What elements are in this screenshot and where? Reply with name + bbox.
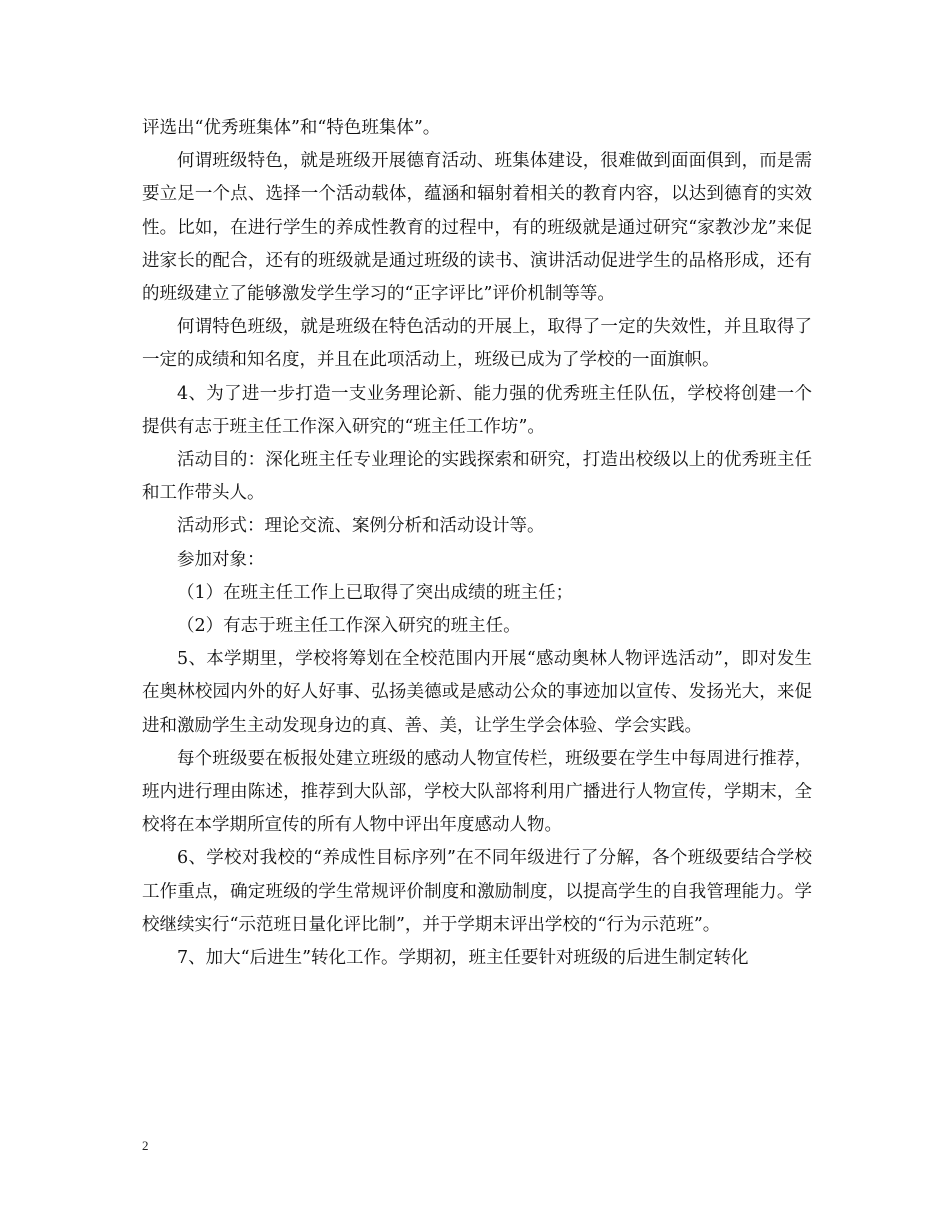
- paragraph-class-board: 每个班级要在板报处建立班级的感动人物宣传栏，班级要在学生中每周进行推荐，班内进行理由陈述，推荐到大队部，学校大队部将利用广播进行人物宣传，学期末，全校将在本学期所宣传的所有人物中评出年度感动人物。: [142, 748, 812, 836]
- paragraph-activity-purpose: 活动目的：深化班主任专业理论的实践探索和研究，打造出校级以上的优秀班主任和工作带头人。: [142, 450, 812, 504]
- paragraph-class-feature-definition: 何谓班级特色，就是班级开展德育活动、班集体建设，很难做到面面俱到，而是需要立足一个点、选择一个活动载体，蕴涵和辐射着相关的教育内容，以达到德育的实效性。比如，在进行学生的养成性教育的过程中，有的班级就是通过研究“家教沙龙”来促进家长的配合，还有的班级就是通过班级的读书、演讲活动促进学生的品格形成，还有的班级建立了能够激发学生学习的“正字评比”评价机制等等。: [142, 151, 812, 305]
- paragraph-activity-form: 活动形式：理论交流、案例分析和活动设计等。: [177, 516, 545, 537]
- document-body: [142, 112, 812, 975]
- page-number: 2: [142, 1138, 149, 1153]
- paragraph-participants-heading: 参加对象：: [177, 549, 265, 570]
- paragraph-feature-class-definition: 何谓特色班级，就是班级在特色活动的开展上，取得了一定的失效性，并且取得了一定的成绩和知名度，并且在此项活动上，班级已成为了学校的一面旗帜。: [142, 317, 812, 371]
- paragraph-item-6: 6、学校对我校的“养成性目标序列”在不同年级进行了分解，各个班级要结合学校工作重点，确定班级的学生常规评价制度和激励制度，以提高学生的自我管理能力。学校继续实行“示范班日量化评比制”，并于学期末评出学校的“行为示范班”。: [142, 848, 812, 935]
- paragraph-item-4: 4、为了进一步打造一支业务理论新、能力强的优秀班主任队伍，学校将创建一个提供有志于班主任工作深入研究的“班主任工作坊”。: [142, 383, 812, 437]
- paragraph-item-5: 5、本学期里，学校将筹划在全校范围内开展“感动奥林人物评选活动”，即对发生在奥林校园内外的好人好事、弘扬美德或是感动公众的事迹加以宣传、发扬光大，来促进和激励学生主动发现身边的真、善、美，让学生学会体验、学会实践。: [142, 649, 812, 736]
- paragraph-participant-2: （2）有志于班主任工作深入研究的班主任。: [177, 616, 521, 637]
- paragraph-participant-1: （1）在班主任工作上已取得了突出成绩的班主任；: [177, 582, 574, 603]
- paragraph-item-7: 7、加大“后进生”转化工作。学期初，班主任要针对班级的后进生制定转化: [177, 948, 749, 969]
- paragraph-continuation: 评选出“优秀班集体”和“特色班集体”。: [142, 118, 441, 138]
